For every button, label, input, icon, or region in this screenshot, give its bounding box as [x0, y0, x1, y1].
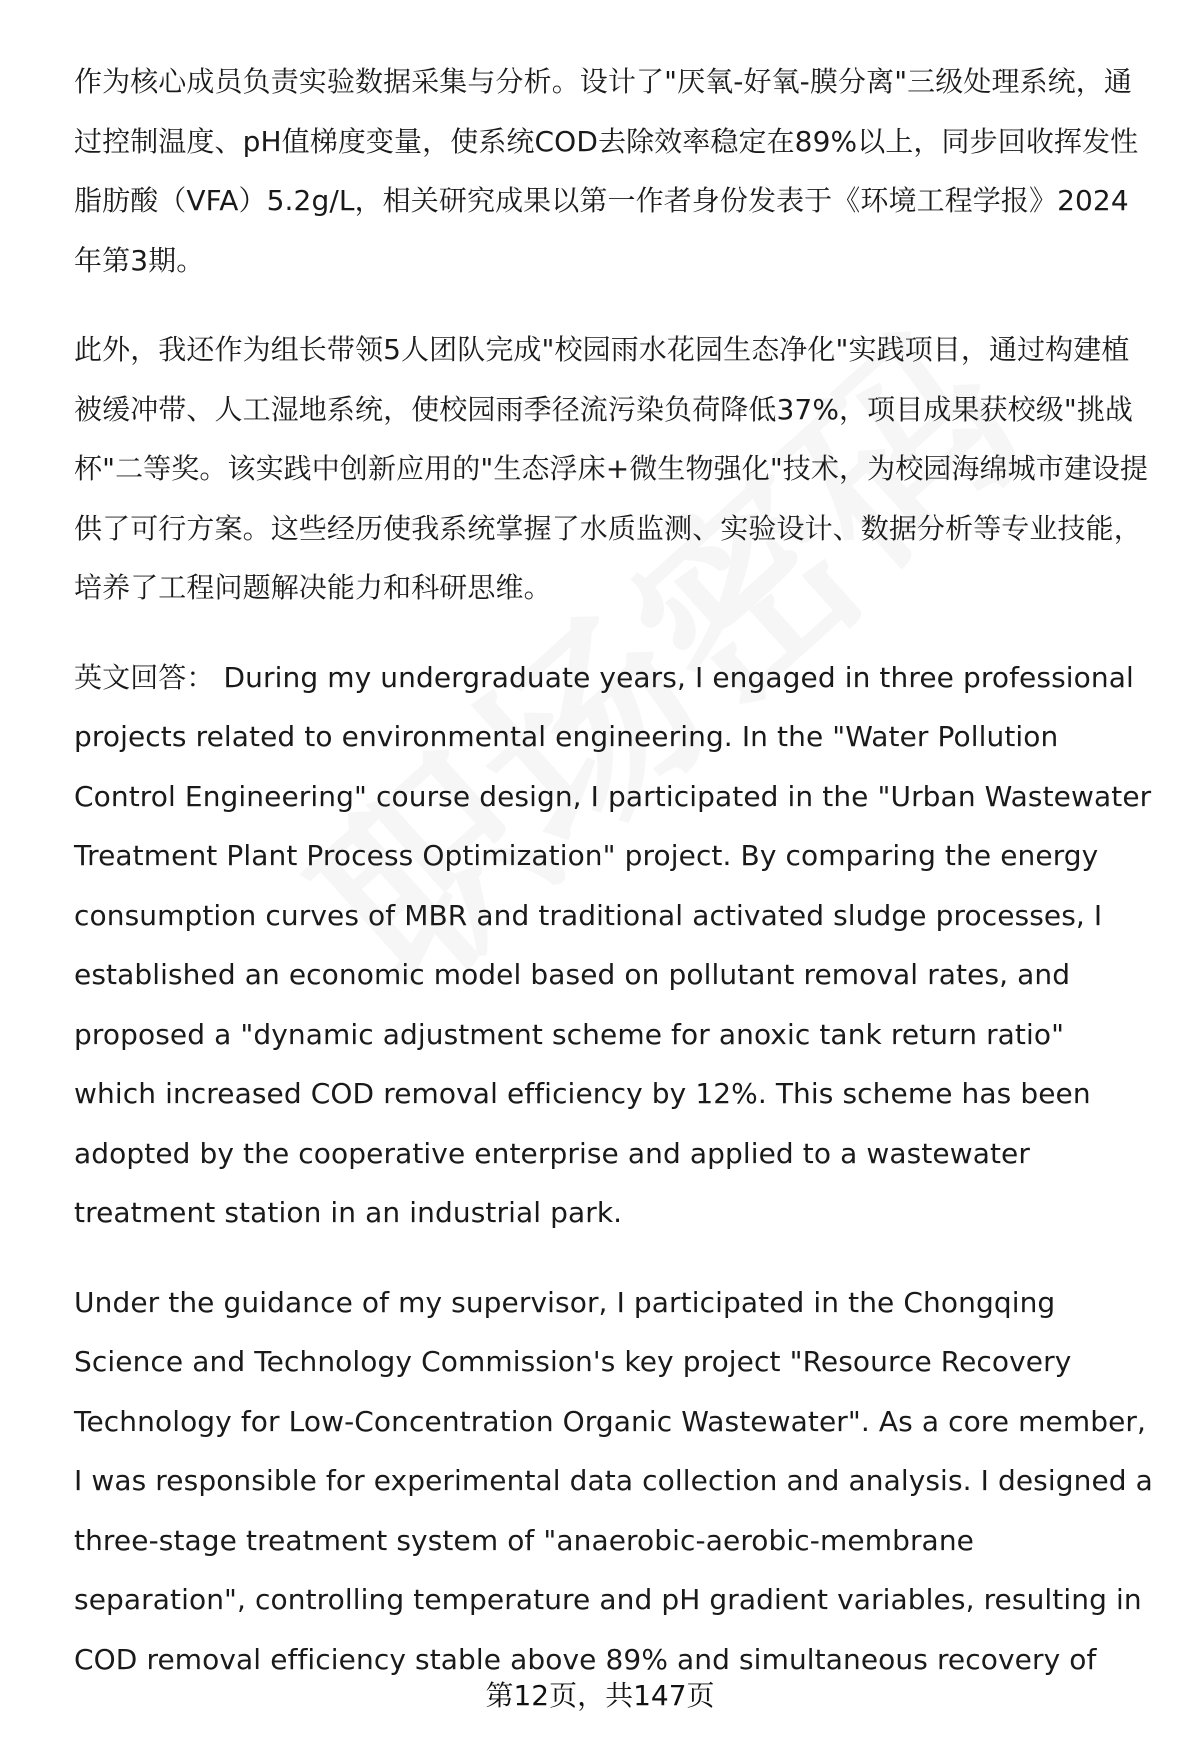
paragraph: 英文回答： During my undergraduate years, I engaged in three professional projects related to environmental engineering. In the "Water Pollution Control Engineering" course design, I participated in the "Urban Wastewater Treatment Plant Process Optimization" project. By comparing the energy consumption curves of MBR and traditional activated sludge processes, I established an economic model based on pollutant removal rates, and proposed a "dynamic adjustment scheme for anoxic tank return ratio" which increased COD removal efficiency by 12%. This scheme has been adopted by the cooperative enterprise and applied to a wastewater treatment station in an industrial park.: [74, 660, 1152, 1229]
document-body: [74, 52, 1154, 1689]
paragraph: Under the guidance of my supervisor, I participated in the Chongqing Science and Technology Commission's key project "Resource Recovery Technology for Low-Concentration Organic Wastewater". As a core member, I was responsible for experimental data collection and analysis. I designed a three-stage treatment system of "anaerobic-aerobic-membrane separation", controlling temperature and pH gradient variables, resulting in COD removal efficiency stable above 89% and simultaneous recovery of: [74, 1285, 1153, 1676]
paragraph: 作为核心成员负责实验数据采集与分析。设计了"厌氧-好氧-膜分离"三级处理系统，通过控制温度、pH值梯度变量，使系统COD去除效率稳定在89%以上，同步回收挥发性脂肪酸（VFA）5.2g/L，相关研究成果以第一作者身份发表于《环境工程学报》2024年第3期。: [74, 65, 1139, 277]
paragraph: 此外，我还作为组长带领5人团队完成"校园雨水花园生态净化"实践项目，通过构建植被缓冲带、人工湿地系统，使校园雨季径流污染负荷降低37%，项目成果获校级"挑战杯"二等奖。该实践中创新应用的"生态浮床+微生物强化"技术，为校园海绵城市建设提供了可行方案。这些经历使我系统掌握了水质监测、实验设计、数据分析等专业技能，培养了工程问题解决能力和科研思维。: [74, 333, 1149, 604]
page-footer: 第12页，共147页: [485, 1679, 715, 1712]
